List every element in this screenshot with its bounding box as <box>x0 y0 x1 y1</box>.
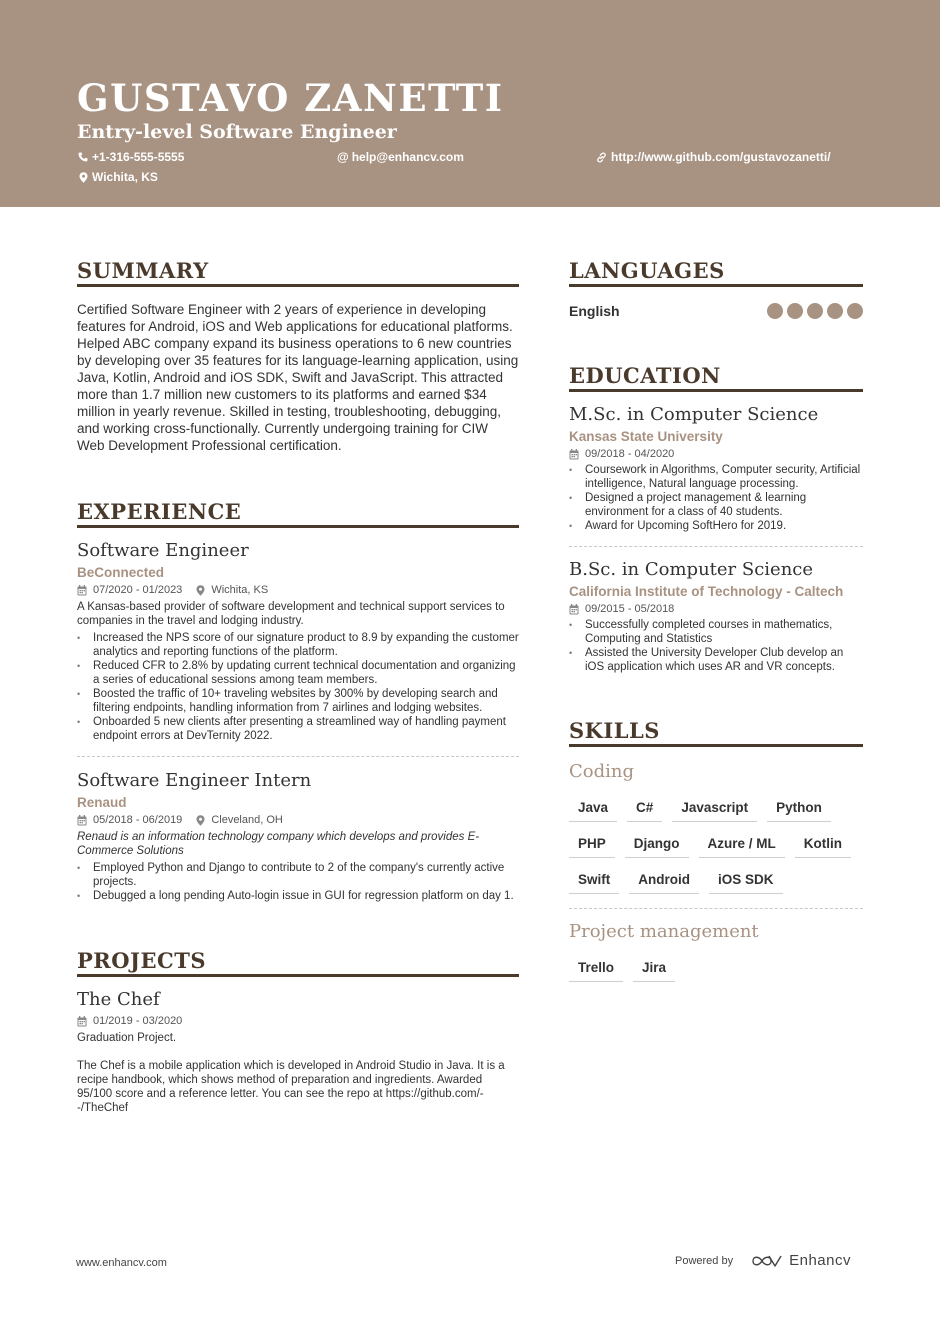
skill-category: Coding <box>569 761 635 782</box>
phone-contact[interactable] <box>78 150 184 164</box>
email-contact[interactable] <box>337 150 464 164</box>
job-bullets <box>77 861 519 903</box>
email-text: help@enhancv.com <box>351 150 464 164</box>
project-title: The Chef <box>77 989 160 1010</box>
skill-tag: Trello <box>569 960 623 982</box>
education-item <box>569 559 863 674</box>
enhancv-logo-icon <box>751 1253 783 1269</box>
job-dates: 07/2020 - 01/2023 <box>93 584 183 596</box>
experience-item <box>77 540 519 743</box>
company-name: BeConnected <box>77 565 165 580</box>
project-dates: 01/2019 - 03/2020 <box>93 1015 183 1027</box>
right-column <box>569 258 863 996</box>
calendar-icon <box>77 815 87 826</box>
skill-tag: PHP <box>569 836 615 858</box>
website-contact[interactable] <box>596 150 831 164</box>
skill-tags <box>569 960 863 996</box>
skills-heading: SKILLS <box>569 718 863 747</box>
calendar-icon <box>77 1016 87 1027</box>
project-item <box>77 989 519 1115</box>
website-text: http://www.github.com/gustavozanetti/ <box>611 150 831 164</box>
level-dot <box>767 303 783 319</box>
skill-tag: Javascript <box>672 800 757 822</box>
list-item: • Coursework in Algorithms, Computer security, Artificial intelligence, Natural language processing. <box>569 463 863 491</box>
divider <box>569 546 863 547</box>
candidate-name: GUSTAVO ZANETTI <box>77 76 504 120</box>
list-item: • Employed Python and Django to contribute to 2 of the company's currently active projects. <box>77 861 519 889</box>
phone-text: +1-316-555-5555 <box>92 150 185 164</box>
location-pin-icon <box>196 585 205 596</box>
skill-tag: Java <box>569 800 617 822</box>
job-title: Software Engineer Intern <box>77 770 312 791</box>
location-contact <box>79 170 158 184</box>
skill-tag: Jira <box>633 960 675 982</box>
language-row <box>569 303 863 319</box>
location-pin-icon <box>79 172 88 183</box>
education-meta <box>569 448 863 460</box>
list-item: • Onboarded 5 new clients after presenting a streamlined way of handling payment endpoint errors at DevTernity 2022. <box>77 715 519 743</box>
powered-by-text: Powered by <box>675 1254 734 1267</box>
skill-tag: Python <box>767 800 831 822</box>
education-heading: EDUCATION <box>569 363 863 392</box>
projects-heading: PROJECTS <box>77 948 519 977</box>
job-description: Renaud is an information technology company which develops and provides E-Commerce Solutions <box>77 831 480 857</box>
education-bullets <box>569 463 863 533</box>
project-meta <box>77 1015 519 1027</box>
skill-tag: Android <box>629 872 699 894</box>
job-title: Software Engineer <box>77 540 249 561</box>
summary-text: Certified Software Engineer with 2 years of experience in developing features for Android, iOS and Web applications for educational platforms. Helped ABC company expand its business operations to 6 new countries by developing over 35 features for its language-learning application, using Java, Kotlin, Android and iOS SDK, Swift and JavaScript. This attracted more than 1.7 million new customers to its platforms and earned $34 million in yearly revenue. Skilled in testing, troubleshooting, debugging, and working cross-functionally. Currently undergoing training for CIW Web Development Professional certification. <box>77 302 519 453</box>
list-item: • Boosted the traffic of 10+ traveling websites by 300% by developing search and filtering endpoints, handling information from 7 airlines and lodging websites. <box>77 687 519 715</box>
project-subtitle: Graduation Project. <box>77 1032 177 1044</box>
skill-tag: C# <box>627 800 662 822</box>
education-bullets <box>569 618 863 674</box>
project-description: The Chef is a mobile application which is developed in Android Studio in Java. It is a recipe handbook, which shows method of preparation and ingredients. Awarded 95/100 score and a reference letter. You can see the repo at https://github.com/--/TheChef <box>77 1060 505 1114</box>
degree-title: B.Sc. in Computer Science <box>569 559 814 580</box>
phone-icon <box>78 152 88 162</box>
language-name: English <box>569 303 620 319</box>
job-location: Cleveland, OH <box>211 814 283 826</box>
job-location: Wichita, KS <box>211 584 269 596</box>
skill-category: Project management <box>569 921 759 942</box>
school-name: California Institute of Technology - Caltech <box>569 584 844 599</box>
skill-tag: Kotlin <box>795 836 851 858</box>
level-dot <box>807 303 823 319</box>
calendar-icon <box>569 604 579 615</box>
list-item: • Award for Upcoming SoftHero for 2019. <box>569 519 863 533</box>
list-item: • Increased the NPS score of our signature product to 8.9 by expanding the customer analytics and reporting functions of the platform. <box>77 631 519 659</box>
location-text: Wichita, KS <box>92 170 158 184</box>
summary-heading: SUMMARY <box>77 258 519 287</box>
job-meta <box>77 814 519 826</box>
degree-title: M.Sc. in Computer Science <box>569 404 819 425</box>
education-dates: 09/2018 - 04/2020 <box>585 448 675 460</box>
list-item: • Reduced CFR to 2.8% by updating current technical documentation and organizing a series of educational sessions among team members. <box>77 659 519 687</box>
footer-website[interactable]: www.enhancv.com <box>76 1257 167 1269</box>
level-dot <box>827 303 843 319</box>
location-pin-icon <box>196 815 205 826</box>
education-meta <box>569 603 863 615</box>
resume-header <box>0 0 940 207</box>
job-bullets <box>77 631 519 743</box>
skill-tag: Django <box>625 836 689 858</box>
company-name: Renaud <box>77 795 127 810</box>
skill-tags <box>569 800 863 908</box>
education-dates: 09/2015 - 05/2018 <box>585 603 675 615</box>
list-item: • Designed a project management & learning environment for a class of 40 students. <box>569 491 863 519</box>
skill-tag: Azure / ML <box>699 836 785 858</box>
candidate-title: Entry-level Software Engineer <box>77 121 397 143</box>
list-item: • Debugged a long pending Auto-login issue in GUI for regression platform on day 1. <box>77 889 519 903</box>
level-dot <box>847 303 863 319</box>
job-meta <box>77 584 519 596</box>
experience-heading: EXPERIENCE <box>77 499 519 528</box>
level-dot <box>787 303 803 319</box>
education-item <box>569 404 863 533</box>
list-item: • Assisted the University Developer Club develop an iOS application which uses AR and VR concepts. <box>569 646 863 674</box>
calendar-icon <box>77 585 87 596</box>
skill-tag: iOS SDK <box>709 872 783 894</box>
job-dates: 05/2018 - 06/2019 <box>93 814 183 826</box>
job-description: A Kansas-based provider of software development and technical support services to companies in the travel and lodging industry. <box>77 601 505 627</box>
list-item: • Successfully completed courses in mathematics, Computing and Statistics <box>569 618 863 646</box>
divider <box>77 756 519 757</box>
calendar-icon <box>569 449 579 460</box>
footer-branding <box>675 1252 851 1269</box>
skill-tag: Swift <box>569 872 619 894</box>
brand-name: Enhancv <box>789 1252 851 1269</box>
languages-heading: LANGUAGES <box>569 258 863 287</box>
language-level-dots <box>763 303 863 319</box>
experience-item <box>77 770 519 903</box>
school-name: Kansas State University <box>569 429 723 444</box>
link-icon <box>596 152 607 163</box>
at-icon: @ <box>337 150 349 164</box>
divider <box>569 908 863 909</box>
left-column <box>77 258 519 1115</box>
